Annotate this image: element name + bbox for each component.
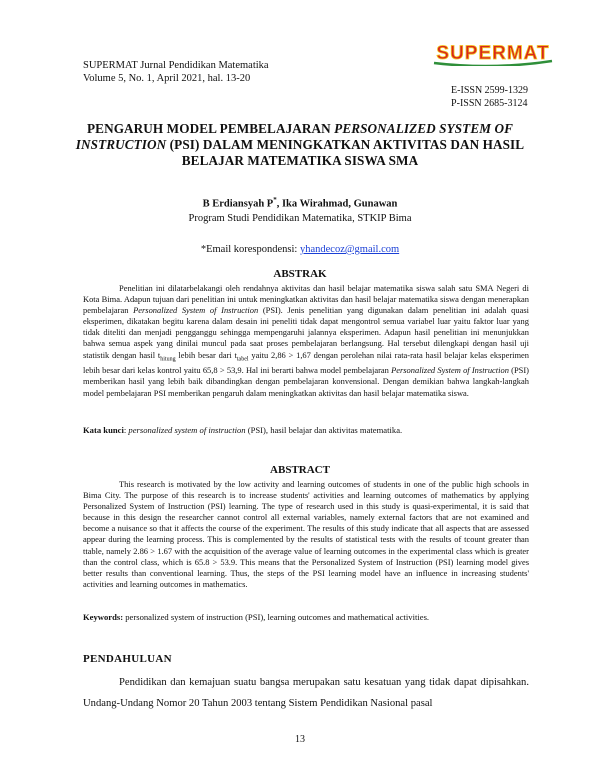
abstrak-t3: (PSI). Jenis penelitian yang digunakan dalam penelitian ini adalah quasi eksperimen, dikatakan begitu karena dalam desain ini peneliti tidak dapat mengontrol semua variabel luar yaitu faktor luar yang tidak diteliti dan menjadi pengganggu sehingga mempengaruhi jalannya eksperimen. Adapun hasil penelitian ini menunjukkan bahwa semua aspek yang dinilai muncul pada saat proses pembelajaran berlangsung. Hal tersebut dilengkapi dengan hasil uji statistik dengan hasil t xyxy=(83,305,529,360)
p-issn: P-ISSN 2685-3124 xyxy=(451,98,528,109)
kata-kunci-rest: (PSI), hasil belajar dan aktivitas matematika. xyxy=(245,425,403,435)
abstract-paragraph: This research is motivated by the low activity and learning outcomes of students in one of the public high schools in Bima City. The purpose of this research is to increase students' activities and learning outcomes of mathematics by applying Personalized System of Instruction (PSI) learning. The type of research used in this study is quasi-experimental, it is said that because in this design the researcher cannot control all external variables, namely external factors that are not examined and become a nuisance so that it affects the course of the experiment. The results of this study indicate that all aspects that are assessed appear during the learning process. This is complemented by the results of statistical tests with the results of tcount greater than ttable, namely 2.86 > 1.67 with the acquisition of the average value of learning outcomes in the experimental class which is greater than the control class, which is 65.8 > 53.9. This means that the Personalized System of Instruction (PSI) learning model gives better results than conventional learning. Thus, the steps of the PSI learning model have an influence in increasing students' activities and learning outcomes in mathematics. xyxy=(83,479,529,589)
kata-kunci-italic: personalized system of instruction xyxy=(128,425,246,435)
abstrak-t4: lebih besar dari t xyxy=(175,349,237,360)
abstrak-t7: (PSI) memberikan hasil yang lebih baik dibandingkan dengan pembelajaran konvensional. Dengan demikian bahwa langkah-langkah model pembelajaran PSI memberikan pengaruh dalam meningkatkan aktivitas dan hasil belajar matematika siswa. xyxy=(83,365,529,398)
affiliation: Program Studi Pendidikan Matematika, STKIP Bima xyxy=(188,212,412,224)
title-part1: PENGARUH MODEL PEMBELAJARAN xyxy=(87,121,335,136)
page-number: 13 xyxy=(295,734,305,745)
abstract-body xyxy=(83,479,529,590)
abstrak-t2: Personalized System of Instruction xyxy=(133,305,259,316)
abstrak-paragraph xyxy=(83,283,529,399)
kata-kunci-colon: : xyxy=(123,425,129,435)
kata-kunci xyxy=(83,425,529,436)
e-issn: E-ISSN 2599-1329 xyxy=(451,85,528,96)
issn-block xyxy=(451,84,528,110)
journal-name: SUPERMAT Jurnal Pendidikan Matematika xyxy=(83,60,269,71)
abstrak-t6: Personalized System of Instruction xyxy=(391,365,509,376)
kata-kunci-label: Kata kunci xyxy=(83,425,124,435)
email-label: *Email korespondensi: xyxy=(200,244,300,255)
author-rest: , Ika Wirahmad, Gunawan xyxy=(276,198,398,210)
email-link[interactable]: yhandecoz@gmail.com xyxy=(299,244,400,255)
abstrak-heading: ABSTRAK xyxy=(273,268,327,280)
title-part3: (PSI) DALAM MENINGKATKAN AKTIVITAS DAN HASIL BELAJAR MATEMATIKA SISWA SMA xyxy=(166,137,525,168)
abstract-heading: ABSTRACT xyxy=(270,464,330,476)
section-paragraph: Pendidikan dan kemajuan suatu bangsa merupakan satu kesatuan yang tidak dapat dipisahkan. Undang-Undang Nomor 20 Tahun 2003 tentang Sistem Pendidikan Nasional pasal xyxy=(83,677,529,709)
author-first: B Erdiansyah P xyxy=(202,198,274,210)
correspondence-email xyxy=(60,244,540,255)
abstrak-sub2: tabel xyxy=(236,356,249,363)
section-heading: PENDAHULUAN xyxy=(83,653,172,665)
supermat-logo xyxy=(430,40,556,66)
title-part2: PERSONALIZED SYSTEM OF INSTRUCTION xyxy=(75,121,513,152)
keywords-text: personalized system of instruction (PSI), learning outcomes and mathematical activities. xyxy=(123,612,430,622)
author-sup: * xyxy=(273,196,277,204)
logo-text: SUPERMAT xyxy=(436,43,550,64)
author-names xyxy=(60,193,540,212)
author-block xyxy=(60,193,540,226)
section-body xyxy=(83,672,529,714)
paper-title xyxy=(60,121,540,169)
volume-info: Volume 5, No. 1, April 2021, hal. 13-20 xyxy=(83,73,251,84)
journal-name-line xyxy=(83,59,269,72)
abstrak-t1: Penelitian ini dilatarbelakangi oleh rendahnya aktivitas dan hasil belajar matematika siswa salah satu SMA Negeri di Kota Bima. Adapun tujuan dari penelitian ini untuk meningkatkan aktivitas dan hasil belajar matematika siswa dengan menerapkan pembelajaran xyxy=(83,283,529,316)
journal-header xyxy=(83,59,269,85)
abstrak-t5: yaitu 2,86 > 1,67 dengan perolehan nilai rata-rata hasil belajar kelas eksperimen lebih besar dari kelas kontrol yaitu 65,8 > 53,9. Hal ini berarti bahwa model pembelajaran xyxy=(83,349,529,376)
keywords xyxy=(83,612,529,623)
keywords-label: Keywords: xyxy=(83,612,124,622)
abstrak-sub1: hitung xyxy=(160,356,176,363)
abstrak-body xyxy=(83,283,529,399)
